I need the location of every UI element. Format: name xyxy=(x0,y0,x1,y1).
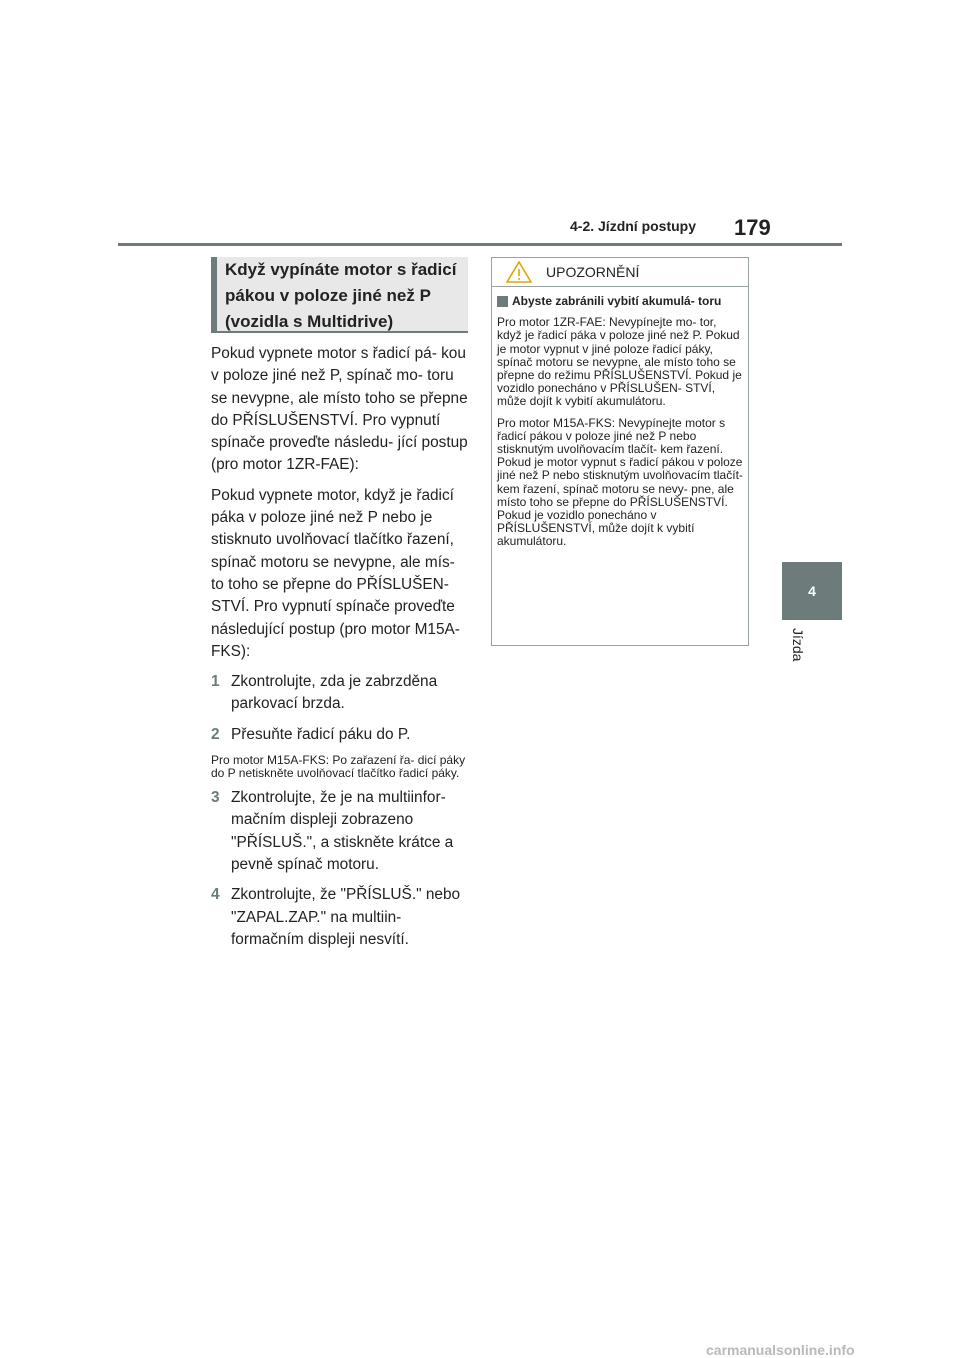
body-paragraph-2: Pokud vypnete motor, když je řadicí páka v poloze jiné než P nebo je stisknuto uvolňovací tlačítko řazení, spínač motoru se nevypne, ale mís- to toho se přepne do PŘÍSLUŠEN- STVÍ. Pro vypnutí spínače proveďte následující postup (pro motor M15A-FKS): xyxy=(211,486,460,660)
step-number: 4 xyxy=(211,886,220,904)
warning-paragraph-1: Pro motor 1ZR-FAE: Nevypínejte mo- tor, když je řadicí páka v poloze jiné než P. Pokud je motor vypnut v jiné poloze řadicí páky, spínač motoru se nevypne, ale místo toho se přepne do režimu PŘÍSLUŠENSTVÍ. Pokud je vozidlo ponecháno v PŘÍSLUŠEN- STVÍ, může dojít k vybití akumulátoru. xyxy=(497,315,742,409)
square-bullet-icon xyxy=(497,296,508,307)
step-number: 3 xyxy=(211,789,220,807)
watermark: carmanualsonline.info xyxy=(706,1342,855,1358)
header-section: 4-2. Jízdní postupy xyxy=(570,218,697,234)
step-3 xyxy=(211,787,468,876)
step-number: 2 xyxy=(211,725,220,743)
step-1 xyxy=(211,671,468,716)
warning-body xyxy=(492,287,748,549)
chapter-tab: 4 xyxy=(782,562,842,620)
step-note: Pro motor M15A-FKS: Po zařazení řa- dicí páky do P netiskněte uvolňovací tlačítko řadicí páky. xyxy=(211,753,466,780)
step-text: Zkontrolujte, zda je zabrzděna parkovací brzda. xyxy=(231,673,438,713)
step-2 xyxy=(211,724,468,746)
header-rule xyxy=(118,243,842,246)
warning-header xyxy=(492,258,748,287)
warning-subheading-text: Abyste zabránili vybití akumulá- toru xyxy=(512,294,722,308)
step-number: 1 xyxy=(211,673,220,691)
step-text: Zkontrolujte, že "PŘÍSLUŠ." nebo "ZAPAL.ZAP." na multiin- formačním displeji nesvítí. xyxy=(231,886,461,948)
page-number: 179 xyxy=(734,215,771,240)
section-heading: Když vypínáte motor s řadicí pákou v poloze jiné než P (vozidla s Multidrive) xyxy=(211,257,468,333)
warning-triangle-icon xyxy=(506,261,532,283)
step-text: Přesuňte řadicí páku do P. xyxy=(231,725,411,743)
warning-paragraph-2: Pro motor M15A-FKS: Nevypínejte motor s řadicí pákou v poloze jiné než P nebo stisknutým uvolňovacím tlačít- kem řazení. Pokud je motor vypnut s řadicí pákou v poloze jiné než P nebo stisknutým uvolňovacím tlačít- kem řazení, spínač motoru se nevy- pne, ale místo toho se přepne do PŘÍSLUŠENSTVÍ. Pokud je vozidlo ponecháno v PŘÍSLUŠENSTVÍ, může dojít k vybití akumulátoru. xyxy=(497,415,743,549)
warning-subheading xyxy=(497,295,743,308)
step-text: Zkontrolujte, že je na multiinfor- mačním displeji zobrazeno "PŘÍSLUŠ.", a stiskněte krátce a pevně spínač motoru. xyxy=(231,789,454,873)
warning-box xyxy=(491,257,749,646)
left-column xyxy=(211,343,468,959)
step-4 xyxy=(211,884,468,951)
body-paragraph-1: Pokud vypnete motor s řadicí pá- kou v poloze jiné než P, spínač mo- toru se nevypne, ale místo toho se přepne do PŘÍSLUŠENSTVÍ. Pro vypnutí spínače proveďte následu- jící postup (pro motor 1ZR-FAE): xyxy=(211,345,468,474)
warning-title: UPOZORNĚNÍ xyxy=(546,264,640,280)
chapter-label: Jízda xyxy=(790,628,806,662)
